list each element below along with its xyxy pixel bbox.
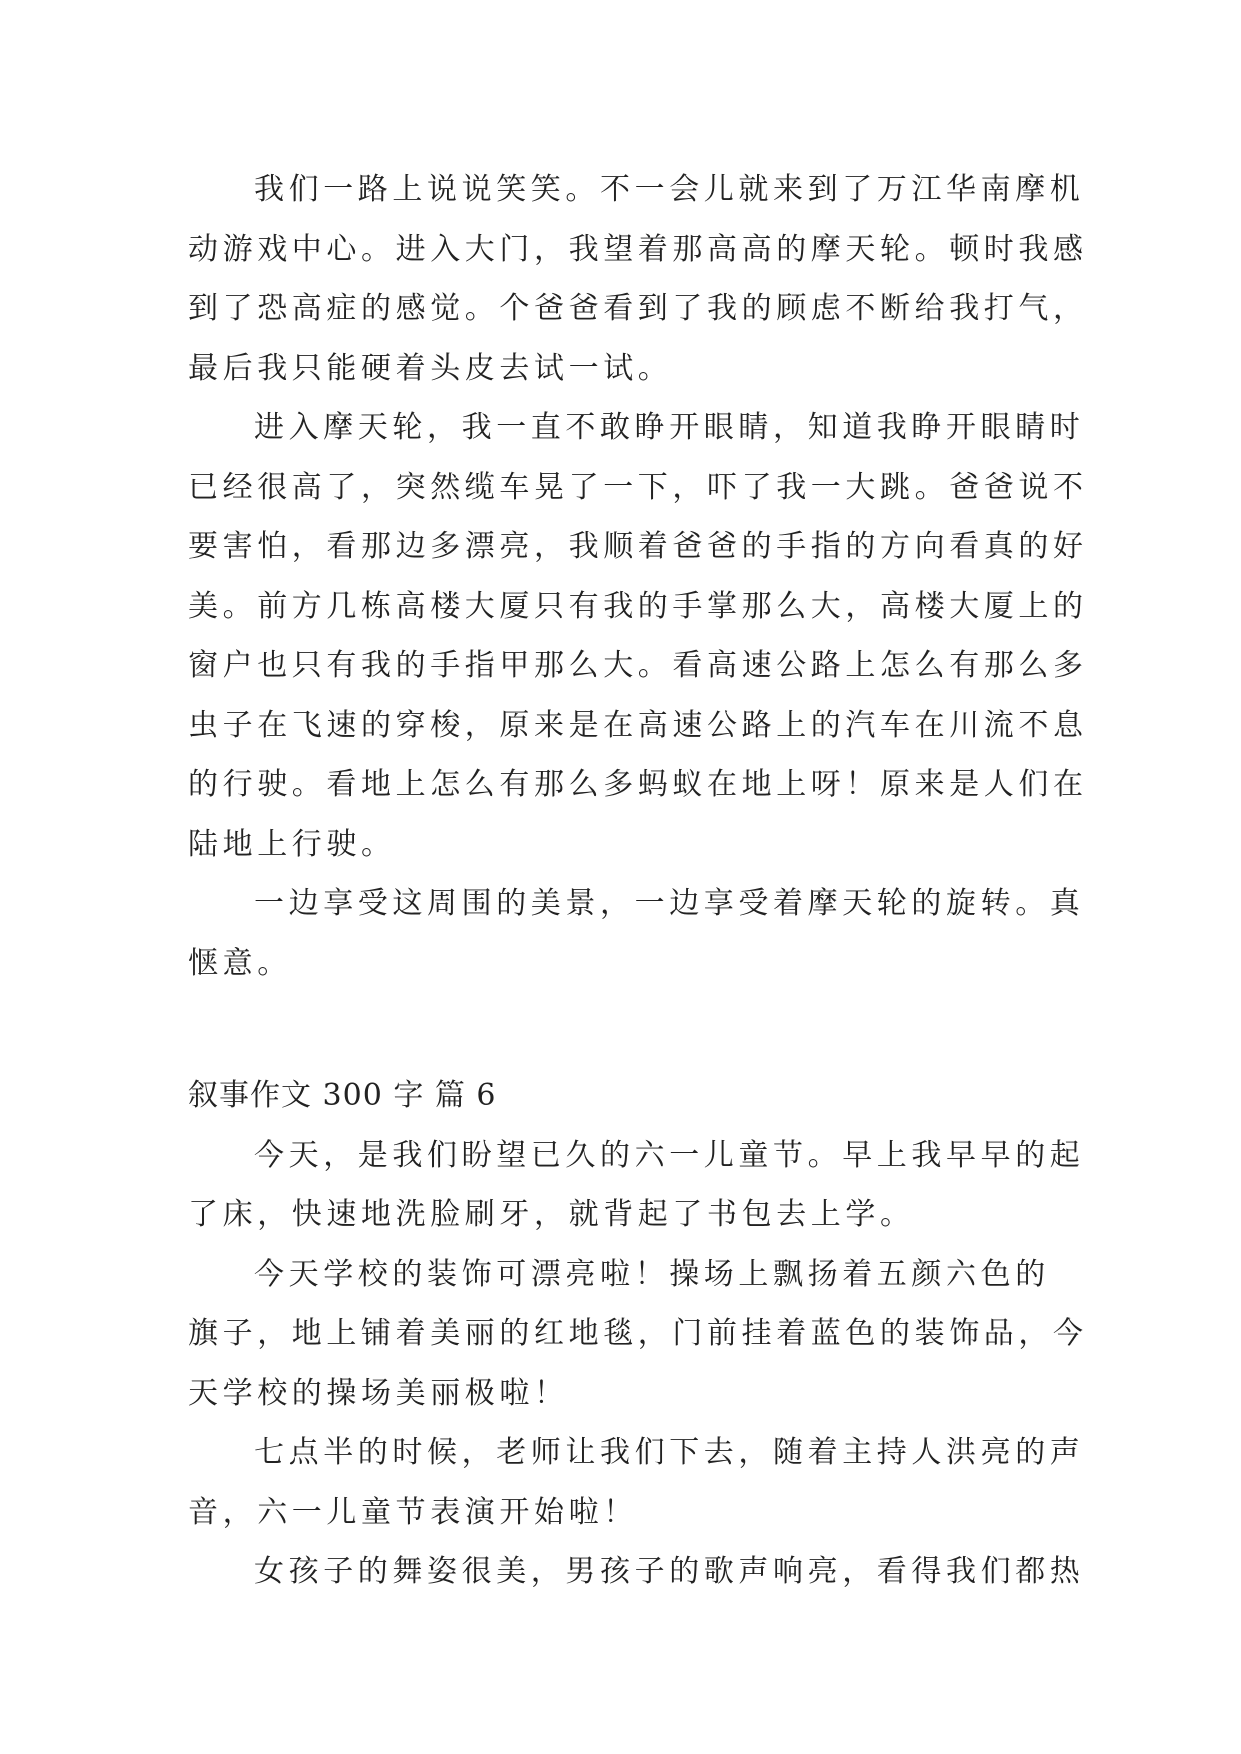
text-line: 今天，是我们盼望已久的六一儿童节。早上我早早的起 [254,1137,1085,1173]
document-body [188,160,1088,1602]
text-line: 旗子，地上铺着美丽的红地毯，门前挂着蓝色的装饰品，今 [188,1316,1088,1351]
text-line: 我们一路上说说笑笑。不一会儿就来到了万江华南摩机 [254,172,1085,207]
text-line: 女孩子的舞姿很美，男孩子的歌声响亮，看得我们都热 [254,1554,1085,1589]
text-line: 进入摩天轮，我一直不敢睁开眼睛，知道我睁开眼睛时 [254,410,1085,445]
paragraph [188,1245,1088,1424]
text-line: 虫子在飞速的穿梭，原来是在高速公路上的汽车在川流不息 [188,707,1088,743]
text-line: 到了恐高症的感觉。个爸爸看到了我的顾虑不断给我打气， [188,291,1088,326]
text-line: 美。前方几栋高楼大厦只有我的手掌那么大，高楼大厦上的 [188,588,1088,624]
text-line: 已经很高了，突然缆车晃了一下，吓了我一大跳。爸爸说不 [188,469,1088,505]
text-line: 音，六一儿童节表演开始啦！ [188,1494,638,1530]
text-line: 陆地上行驶。 [188,826,396,862]
text-line: 一边享受这周围的美景，一边享受着摩天轮的旋转。真 [254,886,1085,921]
text-line: 动游戏中心。进入大门，我望着那高高的摩天轮。顿时我感 [188,231,1088,267]
section-heading: 叙事作文 300 字 篇 6 [188,1078,497,1113]
text-line: 了床，快速地洗脸刷牙，就背起了书包去上学。 [188,1197,915,1232]
text-line: 天学校的操场美丽极啦！ [188,1375,569,1411]
text-line: 最后我只能硬着头皮去试一试。 [188,350,673,386]
text-line: 惬意。 [188,945,292,981]
paragraph [188,160,1088,398]
paragraph [188,1423,1085,1542]
paragraph [188,874,1085,993]
text-line: 的行驶。看地上怎么有那么多蚂蚁在地上呀！原来是人们在 [188,767,1088,802]
paragraph [188,1126,1085,1245]
text-line: 要害怕，看那边多漂亮，我顺着爸爸的手指的方向看真的好 [188,529,1088,564]
text-line: 今天学校的装饰可漂亮啦！操场上飘扬着五颜六色的 [254,1256,1050,1292]
paragraph [188,398,1088,874]
text-line: 七点半的时候，老师让我们下去，随着主持人洪亮的声 [254,1435,1085,1470]
section-gap [188,993,1058,1066]
text-line: 窗户也只有我的手指甲那么大。看高速公路上怎么有那么多 [188,648,1088,683]
paragraph [188,1542,1085,1602]
